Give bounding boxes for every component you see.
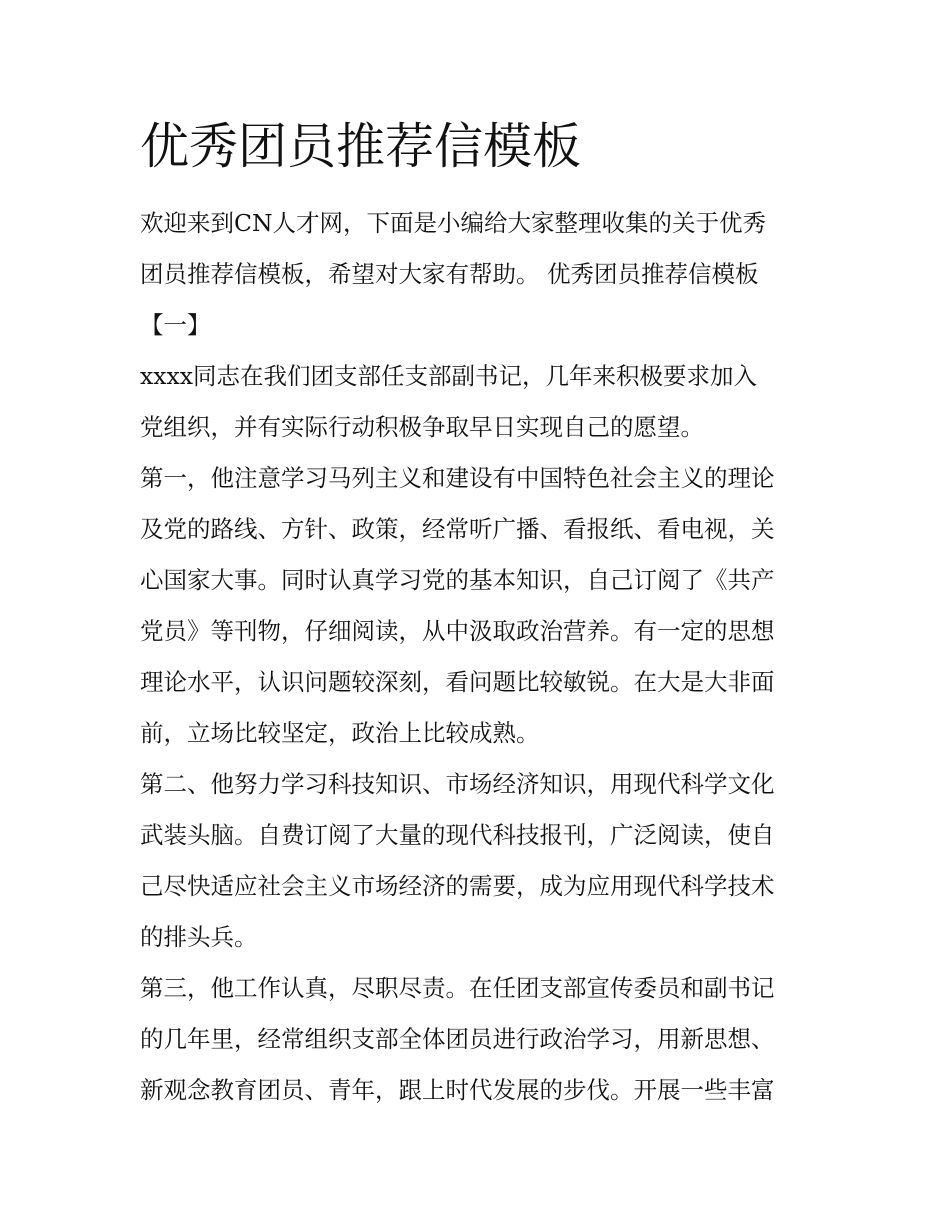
text-line: 第二、他努力学习科技知识、市场经济知识，用现代科学文化	[140, 770, 775, 798]
document-body	[140, 198, 820, 1116]
text-line: 党组织，并有实际行动积极争取早日实现自己的愿望。	[140, 413, 704, 441]
text-line: 及党的路线、方针、政策，经常听广播、看报纸、看电视，关	[140, 515, 775, 543]
text-line: 欢迎来到CN人才网，下面是小编给大家整理收集的关于优秀	[140, 209, 767, 237]
text-line: 理论水平，认识问题较深刻，看问题比较敏锐。在大是大非面	[140, 668, 775, 696]
text-line: 武装头脑。自费订阅了大量的现代科技报刊，广泛阅读，使自	[140, 821, 775, 849]
text-line: 的排头兵。	[140, 923, 258, 951]
text-line: 第三，他工作认真，尽职尽责。在任团支部宣传委员和副书记	[140, 974, 775, 1002]
text-line: xxxx同志在我们团支部任支部副书记，几年来积极要求加入	[140, 362, 758, 390]
text-line: 团员推荐信模板，希望对大家有帮助。 优秀团员推荐信模板	[140, 260, 759, 288]
document-title: 优秀团员推荐信模板	[140, 118, 582, 175]
text-line: 党员》等刊物，仔细阅读，从中汲取政治营养。有一定的思想	[140, 617, 775, 645]
text-line: 前，立场比较坚定，政治上比较成熟。	[140, 719, 540, 747]
section-heading: 【一】	[140, 311, 211, 339]
text-line: 己尽快适应社会主义市场经济的需要，成为应用现代科学技术	[140, 872, 775, 900]
text-line: 第一，他注意学习马列主义和建设有中国特色社会主义的理论	[140, 464, 775, 492]
text-line: 新观念教育团员、青年，跟上时代发展的步伐。开展一些丰富	[140, 1076, 775, 1104]
text-line: 心国家大事。同时认真学习党的基本知识，自己订阅了《共产	[140, 566, 775, 594]
text-line: 的几年里，经常组织支部全体团员进行政治学习，用新思想、	[140, 1025, 775, 1053]
